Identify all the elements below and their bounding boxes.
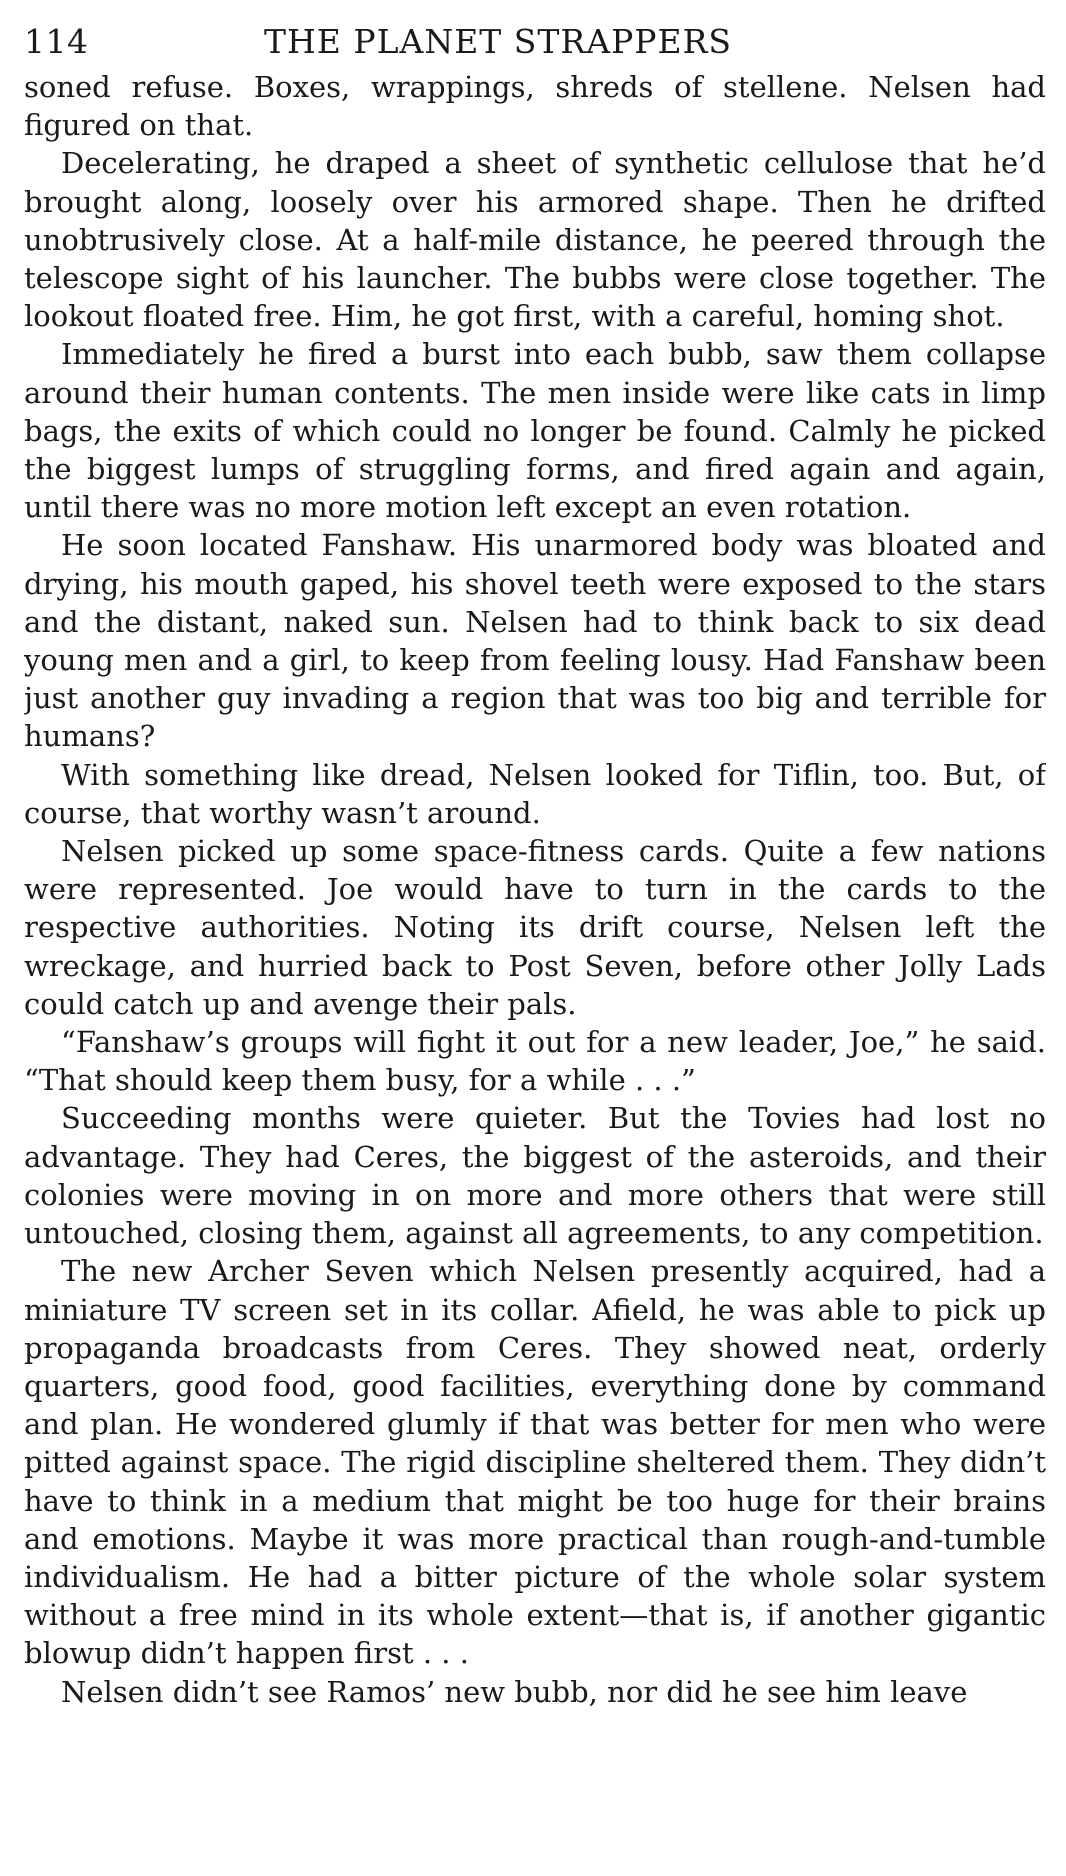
page-header [24, 16, 1046, 68]
paragraph: With something like dread, Nelsen looked for Tiflin, too. But, of course, that worthy wasn’t around. [24, 757, 1046, 830]
paragraph: Succeeding months were quieter. But the Tovies had lost no advantage. They had Ceres, the biggest of the asteroids, and their colonies were moving in on more and more others that were still untouched, closing them, against all agreements, to any competition. [24, 1101, 1046, 1251]
paragraph: “Fanshaw’s groups will fight it out for a new leader, Joe,” he said. “That should keep them busy, for a while . . .” [24, 1025, 1046, 1098]
paragraph: The new Archer Seven which Nelsen presently acquired, had a miniature TV screen set in its collar. Afield, he was able to pick up propaganda broadcasts from Ceres. They showed neat, orderly quarters, good food, good facilities, everything done by command and plan. He wondered glumly if that was better for men who were pitted against space. The rigid discipline sheltered them. They didn’t have to think in a medium that might be too huge for their brains and emotions. Maybe it was more practical than rough-and-tumble individualism. He had a bitter picture of the whole solar system without a free mind in its whole extent—that is, if another gigantic blowup didn’t happen first . . . [24, 1254, 1046, 1671]
body-text [24, 68, 1046, 1711]
paragraph: He soon located Fanshaw. His unarmored body was bloated and drying, his mouth gaped, his shovel teeth were exposed to the stars and the distant, naked sun. Nelsen had to think back to six dead young men and a girl, to keep from feeling lousy. Had Fanshaw been just another guy invading a region that was too big and terrible for humans? [24, 528, 1046, 754]
paragraph: Nelsen didn’t see Ramos’ new bubb, nor did he see him leave [61, 1674, 968, 1709]
paragraph: soned refuse. Boxes, wrappings, shreds of stellene. Nelsen had figured on that. [24, 70, 1046, 143]
paragraph: Nelsen picked up some space-fitness cards. Quite a few nations were represented. Joe would have to turn in the cards to the respective authorities. Noting its drift course, Nelsen left the wreckage, and hurried back to Post Seven, before other Jolly Lads could catch up and avenge their pals. [24, 834, 1046, 1021]
paragraph: Decelerating, he draped a sheet of synthetic cellulose that he’d brought along, loosely over his armored shape. Then he drifted unobtrusively close. At a half-mile distance, he peered through the telescope sight of his launcher. The bubbs were close together. The lookout floated free. Him, he got first, with a careful, homing shot. [24, 146, 1046, 334]
book-page [24, 16, 1046, 1868]
paragraph: Immediately he fired a burst into each bubb, saw them collapse around their human contents. The men inside were like cats in limp bags, the exits of which could no longer be found. Calmly he picked the biggest lumps of struggling forms, and fired again and again, until there was no more motion left except an even rotation. [24, 337, 1046, 525]
running-head: THE PLANET STRAPPERS [264, 22, 733, 61]
page-number: 114 [24, 22, 89, 61]
